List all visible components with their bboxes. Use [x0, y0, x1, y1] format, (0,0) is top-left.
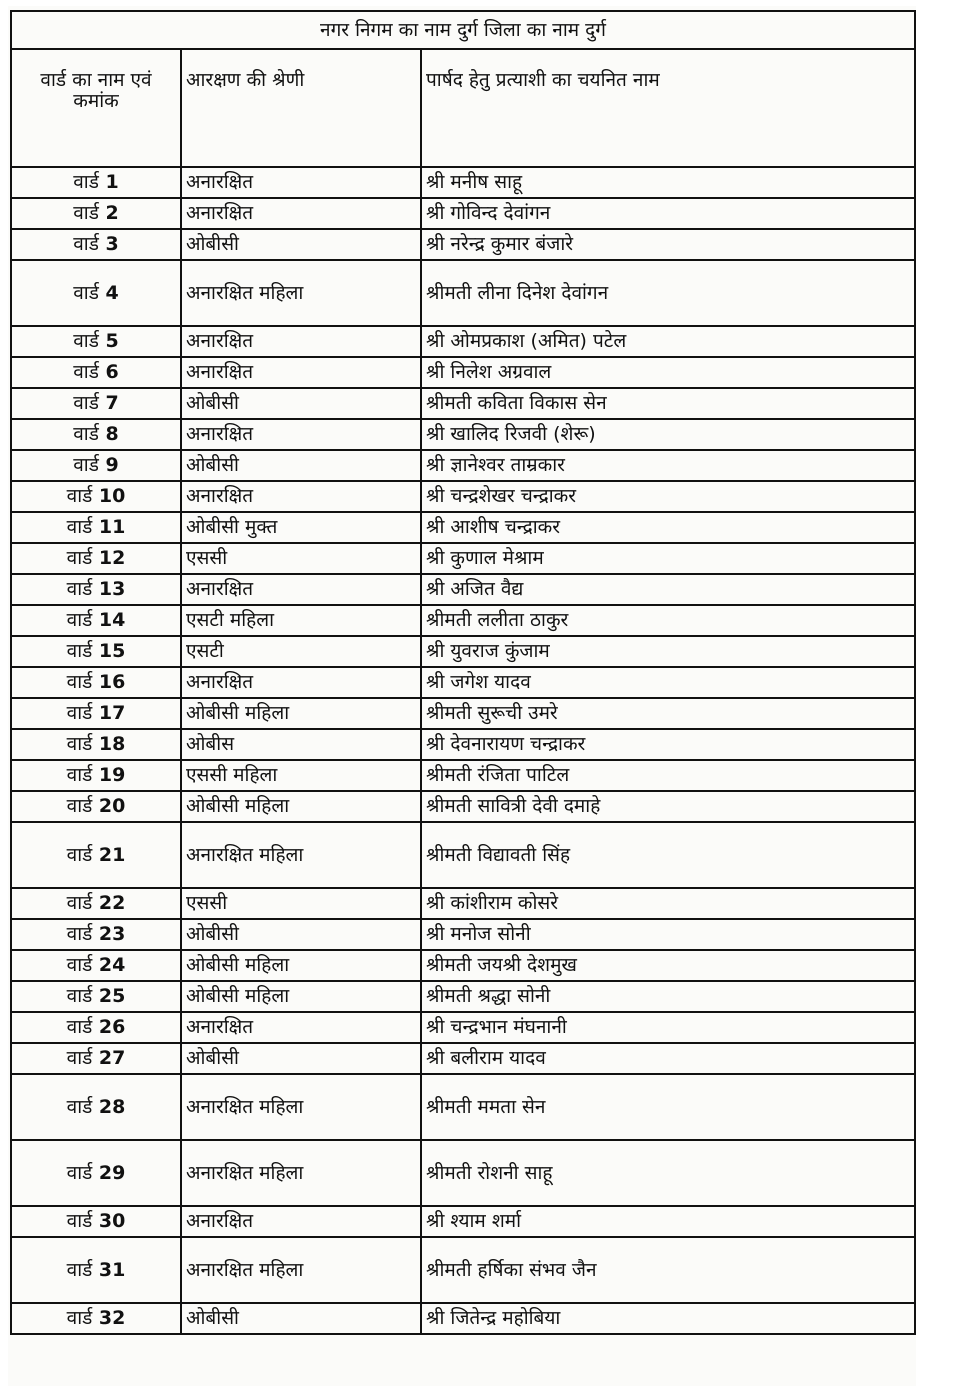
table-row [11, 1074, 915, 1140]
header-ward: वार्ड का नाम एवं कमांक [11, 49, 181, 167]
category-cell: अनारक्षित [181, 167, 421, 198]
ward-label: वार्ड [66, 1210, 93, 1233]
ward-number: 29 [98, 1161, 126, 1184]
ward-cell [11, 260, 181, 326]
table-row [11, 1206, 915, 1237]
category-cell: ओबीसी [181, 919, 421, 950]
ward-label: वार्ड [66, 485, 93, 508]
category-cell: ओबीस [181, 729, 421, 760]
candidate-name-cell: श्री गोविन्द देवांगन [421, 198, 915, 229]
table-row [11, 357, 915, 388]
ward-number: 23 [98, 923, 126, 946]
candidate-name-cell: श्री मनीष साहू [421, 167, 915, 198]
ward-cell [11, 822, 181, 888]
ward-label: वार्ड [73, 202, 99, 225]
ward-label: वार्ड [66, 843, 93, 866]
table-row [11, 636, 915, 667]
category-cell: अनारक्षित महिला [181, 1140, 421, 1206]
ward-number: 3 [105, 233, 119, 256]
ward-number: 17 [98, 702, 126, 725]
table-row [11, 574, 915, 605]
candidate-name-cell: श्री ज्ञानेश्वर ताम्रकार [421, 450, 915, 481]
ward-number: 24 [98, 954, 126, 977]
category-cell: अनारक्षित [181, 667, 421, 698]
ward-label: वार्ड [73, 330, 99, 353]
candidate-name-cell: श्री युवराज कुंजाम [421, 636, 915, 667]
ward-cell [11, 1206, 181, 1237]
ward-label: वार्ड [66, 702, 93, 725]
ward-cell [11, 543, 181, 574]
ward-label: वार्ड [73, 281, 99, 304]
category-cell: ओबीसी मुक्त [181, 512, 421, 543]
ward-label: वार्ड [66, 1047, 93, 1070]
candidate-name-cell: श्री ओमप्रकाश (अमित) पटेल [421, 326, 915, 357]
candidate-name-cell: श्री खालिद रिजवी (शेरू) [421, 419, 915, 450]
ward-cell [11, 1043, 181, 1074]
ward-cell [11, 1012, 181, 1043]
candidate-name-cell: श्री आशीष चन्द्राकर [421, 512, 915, 543]
table-row [11, 698, 915, 729]
ward-cell [11, 574, 181, 605]
candidate-name-cell: श्री कांशीराम कोसरे [421, 888, 915, 919]
candidate-name-cell: श्री जितेन्द्र महोबिया [421, 1303, 915, 1334]
category-cell: ओबीसी [181, 1303, 421, 1334]
table-row [11, 822, 915, 888]
ward-number: 2 [105, 202, 119, 225]
ward-label: वार्ड [73, 392, 99, 415]
table-row [11, 167, 915, 198]
ward-number: 1 [105, 171, 119, 194]
table-row [11, 1012, 915, 1043]
ward-cell [11, 1140, 181, 1206]
category-cell: एससी [181, 888, 421, 919]
ward-number: 27 [98, 1047, 126, 1070]
candidate-name-cell: श्रीमती विद्यावती सिंह [421, 822, 915, 888]
category-cell: ओबीसी महिला [181, 791, 421, 822]
ward-number: 31 [98, 1258, 126, 1281]
candidate-name-cell: श्री कुणाल मेश्राम [421, 543, 915, 574]
candidate-name-cell: श्री नरेन्द्र कुमार बंजारे [421, 229, 915, 260]
category-cell: ओबीसी महिला [181, 698, 421, 729]
candidate-name-cell: श्री निलेश अग्रवाल [421, 357, 915, 388]
candidate-name-cell: श्री श्याम शर्मा [421, 1206, 915, 1237]
ward-label: वार्ड [66, 733, 93, 756]
ward-cell [11, 698, 181, 729]
table-row [11, 229, 915, 260]
ward-label: वार्ड [66, 640, 93, 663]
candidate-name-cell: श्रीमती सुरूची उमरे [421, 698, 915, 729]
ward-cell [11, 919, 181, 950]
table-row [11, 543, 915, 574]
ward-cell [11, 729, 181, 760]
table-row [11, 388, 915, 419]
ward-number: 18 [98, 733, 126, 756]
ward-cell [11, 1237, 181, 1303]
ward-label: वार्ड [73, 361, 99, 384]
ward-label: वार्ड [66, 609, 93, 632]
ward-number: 8 [105, 423, 119, 446]
ward-number: 16 [98, 671, 126, 694]
ward-number: 4 [105, 281, 119, 304]
table-title-row [11, 11, 915, 49]
ward-cell [11, 419, 181, 450]
candidate-name-cell: श्री देवनारायण चन्द्राकर [421, 729, 915, 760]
category-cell: अनारक्षित [181, 1012, 421, 1043]
ward-label: वार्ड [66, 1016, 93, 1039]
table-row [11, 729, 915, 760]
ward-cell [11, 760, 181, 791]
table-body [11, 167, 915, 1334]
candidate-name-cell: श्री चन्द्रभान मंघनानी [421, 1012, 915, 1043]
ward-label: वार्ड [66, 671, 93, 694]
category-cell: ओबीसी [181, 1043, 421, 1074]
ward-label: वार्ड [66, 892, 93, 915]
table-title: नगर निगम का नाम दुर्ग जिला का नाम दुर्ग [11, 11, 915, 49]
ward-number: 14 [98, 609, 126, 632]
ward-cell [11, 950, 181, 981]
category-cell: अनारक्षित महिला [181, 260, 421, 326]
ward-number: 9 [105, 454, 119, 477]
table-row [11, 1237, 915, 1303]
ward-cell [11, 605, 181, 636]
category-cell: ओबीसी [181, 229, 421, 260]
table-row [11, 950, 915, 981]
ward-cell [11, 326, 181, 357]
ward-label: वार्ड [66, 923, 93, 946]
category-cell: एससी [181, 543, 421, 574]
ward-cell [11, 481, 181, 512]
ward-number: 25 [98, 985, 126, 1008]
candidate-name-cell: श्रीमती सावित्री देवी दमाहे [421, 791, 915, 822]
ward-number: 12 [98, 547, 126, 570]
ward-label: वार्ड [66, 578, 93, 601]
ward-number: 5 [105, 330, 119, 353]
candidate-name-cell: श्रीमती ललीता ठाकुर [421, 605, 915, 636]
category-cell: अनारक्षित [181, 574, 421, 605]
category-cell: ओबीसी [181, 388, 421, 419]
category-cell: एसटी [181, 636, 421, 667]
ward-number: 15 [98, 640, 126, 663]
candidate-name-cell: श्रीमती श्रद्धा सोनी [421, 981, 915, 1012]
ward-label: वार्ड [66, 1307, 93, 1330]
ward-cell [11, 198, 181, 229]
table-row [11, 1140, 915, 1206]
ward-number: 6 [105, 361, 119, 384]
ward-number: 32 [98, 1307, 126, 1330]
candidate-name-cell: श्रीमती रंजिता पाटिल [421, 760, 915, 791]
scanned-document-sheet [8, 6, 916, 1386]
candidate-name-cell: श्री मनोज सोनी [421, 919, 915, 950]
table-row [11, 450, 915, 481]
ward-number: 19 [98, 764, 126, 787]
candidate-name-cell: श्री अजित वैद्य [421, 574, 915, 605]
candidate-name-cell: श्री जगेश यादव [421, 667, 915, 698]
category-cell: ओबीसी महिला [181, 950, 421, 981]
candidate-name-cell: श्रीमती रोशनी साहू [421, 1140, 915, 1206]
ward-label: वार्ड [66, 547, 93, 570]
candidate-name-cell: श्रीमती लीना दिनेश देवांगन [421, 260, 915, 326]
table-row [11, 419, 915, 450]
category-cell: एससी महिला [181, 760, 421, 791]
ward-cell [11, 888, 181, 919]
ward-label: वार्ड [66, 764, 93, 787]
ward-number: 13 [98, 578, 126, 601]
category-cell: अनारक्षित [181, 481, 421, 512]
table-row [11, 888, 915, 919]
table-row [11, 198, 915, 229]
candidate-name-cell: श्री बलीराम यादव [421, 1043, 915, 1074]
category-cell: अनारक्षित महिला [181, 1074, 421, 1140]
ward-number: 21 [98, 843, 126, 866]
category-cell: ओबीसी महिला [181, 981, 421, 1012]
candidate-list-table [10, 10, 916, 1335]
ward-cell [11, 167, 181, 198]
ward-label: वार्ड [66, 1258, 93, 1281]
header-category: आरक्षण की श्रेणी [181, 49, 421, 167]
ward-label: वार्ड [66, 1161, 93, 1184]
ward-label: वार्ड [66, 795, 93, 818]
ward-cell [11, 512, 181, 543]
ward-cell [11, 1303, 181, 1334]
header-candidate: पार्षद हेतु प्रत्याशी का चयनित नाम [421, 49, 915, 167]
table-row [11, 260, 915, 326]
table-header-row [11, 49, 915, 167]
table-row [11, 605, 915, 636]
ward-cell [11, 229, 181, 260]
candidate-name-cell: श्री चन्द्रशेखर चन्द्राकर [421, 481, 915, 512]
ward-number: 22 [98, 892, 126, 915]
category-cell: अनारक्षित [181, 198, 421, 229]
ward-label: वार्ड [66, 954, 93, 977]
ward-number: 20 [98, 795, 126, 818]
ward-cell [11, 450, 181, 481]
ward-label: वार्ड [73, 423, 99, 446]
candidate-name-cell: श्रीमती कविता विकास सेन [421, 388, 915, 419]
candidate-name-cell: श्रीमती जयश्री देशमुख [421, 950, 915, 981]
ward-number: 30 [98, 1210, 126, 1233]
table-row [11, 791, 915, 822]
ward-label: वार्ड [66, 985, 93, 1008]
ward-label: वार्ड [66, 1095, 93, 1118]
ward-cell [11, 636, 181, 667]
category-cell: अनारक्षित [181, 326, 421, 357]
category-cell: एसटी महिला [181, 605, 421, 636]
ward-label: वार्ड [66, 516, 93, 539]
category-cell: अनारक्षित महिला [181, 1237, 421, 1303]
table-row [11, 481, 915, 512]
candidate-name-cell: श्रीमती हर्षिका संभव जैन [421, 1237, 915, 1303]
category-cell: अनारक्षित [181, 357, 421, 388]
category-cell: अनारक्षित [181, 419, 421, 450]
candidate-name-cell: श्रीमती ममता सेन [421, 1074, 915, 1140]
table-row [11, 760, 915, 791]
ward-cell [11, 791, 181, 822]
table-row [11, 981, 915, 1012]
table-row [11, 326, 915, 357]
category-cell: अनारक्षित महिला [181, 822, 421, 888]
ward-cell [11, 357, 181, 388]
category-cell: ओबीसी [181, 450, 421, 481]
table-row [11, 1043, 915, 1074]
ward-cell [11, 388, 181, 419]
table-row [11, 667, 915, 698]
ward-label: वार्ड [73, 171, 99, 194]
ward-label: वार्ड [73, 233, 99, 256]
table-row [11, 919, 915, 950]
ward-number: 28 [98, 1095, 126, 1118]
table-row [11, 1303, 915, 1334]
table-row [11, 512, 915, 543]
ward-cell [11, 1074, 181, 1140]
category-cell: अनारक्षित [181, 1206, 421, 1237]
ward-number: 7 [105, 392, 119, 415]
ward-label: वार्ड [73, 454, 99, 477]
ward-cell [11, 981, 181, 1012]
ward-number: 11 [98, 516, 126, 539]
ward-number: 26 [98, 1016, 126, 1039]
ward-cell [11, 667, 181, 698]
ward-number: 10 [98, 485, 126, 508]
